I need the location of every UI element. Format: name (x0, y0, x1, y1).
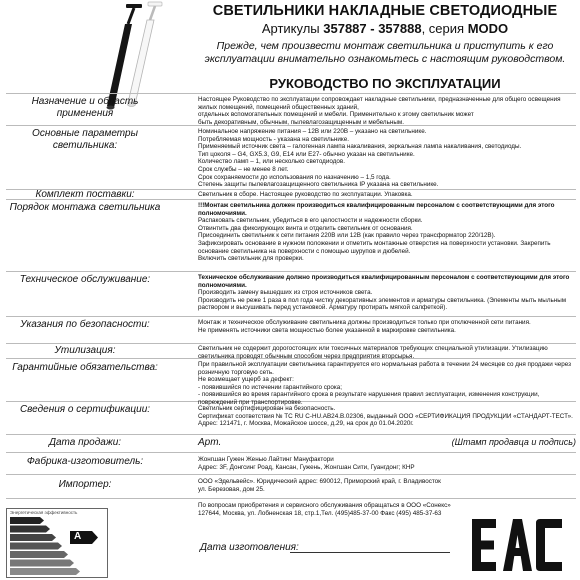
white-lamp-image (128, 2, 163, 107)
energy-efficiency-label (6, 508, 108, 578)
certification-line: Сертификат соответствия № TC RU C-HU.АВ24.В.02306, выданный ООО «СЕРТИФИКАЦИЯ ПРОДУКЦИИ «СТАНДАРТ-ТЕСТ». Адрес: 121471, г. Москва, Можайское шоссе, д.29, на срок до 01.04.2020г. (198, 412, 573, 428)
energy-scale-icon (10, 517, 104, 575)
safety-label: Указания по безопасности: (20, 319, 150, 330)
params-line: Срок сохраняемости до использования по назначению – 1,5 года. (198, 173, 391, 181)
maintenance-warning: Техническое обслуживание должно производиться квалифицированным персоналом с соответствующими для этого полномочиями. (198, 274, 570, 289)
utilization-line: Светильник не содержит дорогостоящих или токсичных материалов требующих специальной утилизации. Утилизацию светильника проводят обычным способом через предприятия вторсырья. (198, 345, 548, 360)
safety-line: Монтаж и техническое обслуживание светильника должны производиться только при отключенной сети питания. (198, 319, 531, 326)
importer-text (198, 478, 576, 493)
params-line: Потребляемая мощность - указана на светильнике. (198, 135, 349, 143)
kit-label: Комплект поставки: (35, 189, 135, 200)
kit-text (198, 191, 576, 199)
importer-label: Импортер: (58, 479, 112, 490)
params-line: Номинальное напряжение питания – 12В или 220В – указано на светильнике. (198, 128, 427, 135)
divider (6, 452, 576, 453)
purpose-line: быть декоративным, обычным, пылевлагозащищенным и мебельным. (198, 118, 404, 126)
utilization-text (198, 345, 576, 360)
sale-article: Арт. (198, 437, 222, 448)
maintenance-line: Производить не реже 1 раза в пол года чистку декоративных элементов и арматуры светильника. (Элементы мыть мыльным раствором и высушивать перед установкой. Арматуру протирать мягкой салфеткой). (198, 296, 567, 312)
params-line: Тип цоколя – G4, GX5.3, G9, E14 или E27- обычно указан на светильнике. (198, 150, 415, 158)
utilization-label: Утилизация: (54, 345, 116, 356)
eac-mark-text (0, 0, 1, 1)
divider (6, 271, 576, 272)
divider (6, 343, 576, 344)
articles-line (195, 21, 575, 36)
divider (6, 316, 576, 317)
purpose-line: отдельных вспомогательных помещений и мебели. Применительно к этому светильник может (198, 111, 474, 119)
articles-prefix: Артикулы (261, 21, 320, 36)
certification-label: Сведения о сертификации: (19, 404, 151, 415)
mount-line: Включить светильник для проверки. (198, 255, 304, 263)
stamp-placeholder: (Штамп продавца и подпись) (451, 437, 576, 447)
contacts-line: 127644, Москва, ул. Лобненская 18, стр.1,Тел. (495)485-37-00 Факс (495) 485-37-63 (198, 509, 442, 517)
series-value: MODO (467, 21, 509, 36)
warranty-line: - появившийся по истечении гарантийного срока; (198, 383, 342, 391)
mount-text (198, 202, 576, 263)
params-line: Срок службы – не менее 8 лет. (198, 165, 289, 173)
factory-line: Адрес: 3F, Донгсинг Роад, Кансан, Гужень, Жонгшан Сити, Гуангдонг; КНР (198, 463, 415, 471)
params-label: Основные параметры светильника: (32, 128, 138, 151)
series-prefix: , серия (421, 21, 465, 36)
maintenance-label: Техническое обслуживание: (19, 274, 151, 285)
manufacture-date-line (290, 552, 450, 553)
divider (6, 474, 576, 475)
warranty-label: Гарантийные обязательства: (12, 362, 158, 373)
mount-warning: !!!Монтаж светильника должен производиться квалифицированным персоналом с соответствующими для этого полномочиями. (198, 202, 555, 217)
energy-caption: Энергетическая эффективность (10, 510, 78, 515)
purpose-line: Настоящее Руководство по эксплуатации сопровождает накладные светильники, предназначенные для общего освещения жилых помещений, помещений общественных зданий, (198, 96, 561, 111)
articles-value: 357887 - 357888 (323, 21, 422, 36)
purpose-label: Назначение и область применения (31, 96, 139, 119)
warranty-line: При правильной эксплуатации светильника гарантируется его нормальная работа в течении 24 месяцев со дня продажи через розничную торговую сеть. (198, 361, 571, 376)
warranty-text (198, 361, 576, 407)
maintenance-line: Производить замену вышедших из строя источников света. (198, 289, 373, 297)
params-line: Применяемый источник света – галогенная лампа накаливания, зеркальная лампа накаливания, светодиоды. (198, 143, 522, 151)
mount-line: Отвинтить два фиксирующих винта и отделить светильник от основания. (198, 224, 413, 232)
document-title: СВЕТИЛЬНИКИ НАКЛАДНЫЕ СВЕТОДИОДНЫЕ (212, 3, 558, 19)
divider (6, 434, 576, 435)
manufacture-label: Дата изготовления: (200, 542, 299, 553)
warranty-line: - появившийся во время гарантийного срока в результате нарушения правил эксплуатации, изменения конструкции, повреждений при транспортировке. (198, 391, 540, 406)
mount-line: Присоединить светильник к сети питания 220В или 12В (как правило через трансформатор 220/12В). (198, 232, 496, 240)
purpose-text (198, 96, 576, 126)
importer-line: ул. Березовая, дом 25. (198, 485, 265, 493)
energy-class: A (74, 531, 82, 542)
eac-mark-icon (470, 515, 565, 575)
maintenance-text (198, 274, 576, 312)
divider (6, 93, 576, 94)
mount-label: Порядок монтажа светильника (9, 202, 161, 213)
warning-text: Прежде, чем произвести монтаж светильника и приступить к его эксплуатации внимательно ознакомьтесь с настоящим руководством. (204, 40, 566, 65)
factory-line: Жонгшан Гужен Женью Лайтинг Мануфактори (198, 456, 334, 463)
factory-label: Фабрика-изготовитель: (26, 456, 144, 467)
contacts-line: По вопросам приобретения и сервисного обслуживания обращаться в ООО «Сонекс» (198, 502, 451, 509)
safety-line: Не применять источники света мощностью более указанной в маркировке светильника. (198, 326, 456, 334)
mount-line: Распаковать светильник, убедиться в его целостности и надежности сборки. (198, 217, 423, 225)
mount-line: Зафиксировать основание в нужном положении и отметить монтажные отверстия на поверхности установки. Закрепить основание светильника на поверхности с помощью шурупов и дюбелей. (198, 239, 551, 255)
sale-label: Дата продажи: (48, 437, 122, 448)
params-line: Степень защиты пылевлагозащищенного светильника IP указана на светильнике. (198, 181, 439, 189)
kit-line: Светильник в сборе. Настоящее руководство по эксплуатации. Упаковка. (198, 191, 413, 198)
divider (6, 498, 576, 499)
params-text (198, 128, 576, 189)
certification-line: Светильник сертифицирован на безопасность. (198, 405, 336, 412)
warranty-line: Не возмещает ущерб за дефект: (198, 376, 294, 384)
certification-text (198, 405, 576, 428)
guide-title: РУКОВОДСТВО ПО ЭКСПЛУАТАЦИИ (269, 76, 501, 91)
importer-line: ООО «Эдельвейс». Юридический адрес: 690012, Приморский край, г. Владивосток (198, 478, 441, 485)
safety-text (198, 319, 576, 334)
params-line: Количество ламп – 1, или несколько светодиодов. (198, 158, 346, 166)
factory-text (198, 456, 576, 471)
